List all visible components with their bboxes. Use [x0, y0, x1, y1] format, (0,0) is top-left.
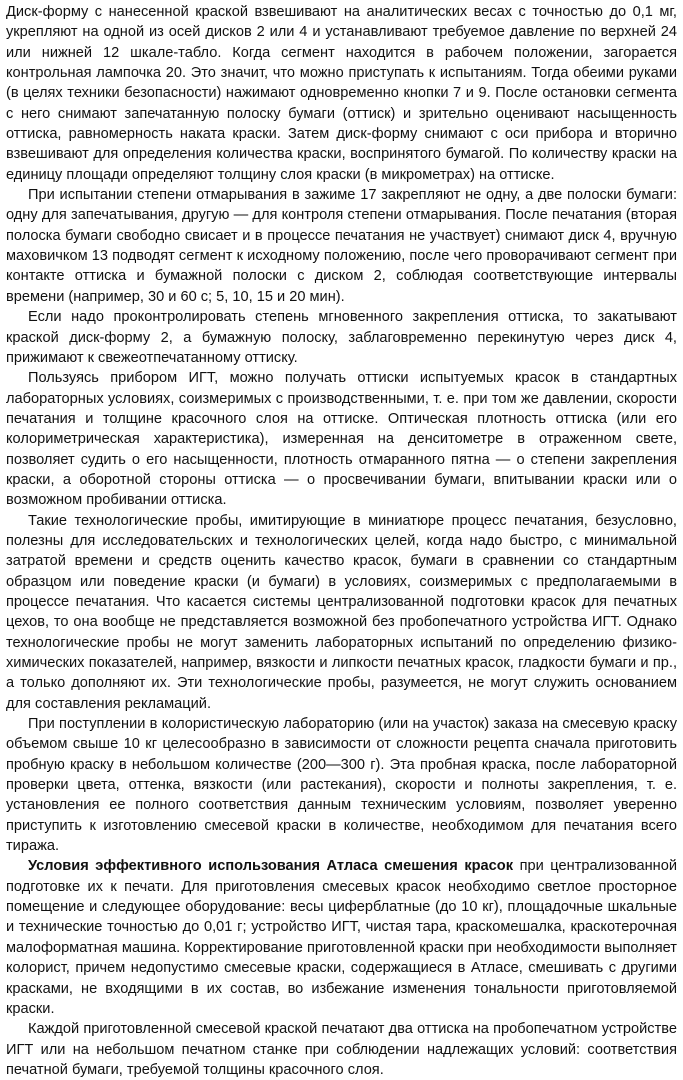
paragraph-text: Каждой приготовленной смесевой краской печатают два оттиска на пробопечатном устройстве ИГТ или на небольшом печатном станке при соблюдении надлежащих условий: соответствия печатной бумаги, требуемой толщины красочного слоя.: [6, 1021, 677, 1078]
section-heading: Условия эффективного использования Атласа смешения красок: [28, 858, 514, 875]
paragraph-text: Такие технологические пробы, имитирующие в миниатюре процесс печатания, безусловно, полезны для исследовательских и технологических целей, когда надо быстро, с минимальной затратой времени и средств оценить качество красок, бумаги в сравнении со стандартным образцом или поведение краски (и бумаги) в условиях, соизмеримых с предполагаемыми в процессе печатания. Что касается системы централизованной подготовки красок для печатных цехов, то она вообще не представляется возможной без пробопечатного устройства ИГТ. Однако технологические пробы не могут заменить лабораторных испытаний по определению физико-химических показателей, например, вязкости и липкости печатных красок, гладкости бумаги и пр., а только дополняют их. Эти технологические пробы, разумеется, не могут служить основанием для составления рекламаций.: [6, 512, 677, 712]
paragraph-5: [6, 511, 677, 714]
paragraph-text: при централизованной подготовке их к печати. Для приготовления смесевых красок необходимо светлое просторное помещение и следующее оборудование: весы циферблатные (до 10 кг), площадочные шкальные и технические точностью до 0,01 г; устройство ИГТ, чистая тара, краскомешалка, краскотерочная малоформатная машина. Корректирование приготовленной краски при необходимости выполняет колорист, причем недопустимо смесевые краски, содержащиеся в Атласе, смешивать с другими красками, не входящими в их состав, во избежание изменения тональности приготовляемой краски.: [6, 858, 677, 1017]
paragraph-6: [6, 714, 677, 856]
paragraph-text: Пользуясь прибором ИГТ, можно получать оттиски испытуемых красок в стандартных лабораторных условиях, соизмеримых с производственными, т. е. при том же давлении, скорости печатания и толщине красочного слоя на оттиске. Оптическая плотность оттиска (или его колориметрическая характеристика), измеренная на денситометре в отраженном свете, позволяет судить о его насыщенности, плотность отмаранного пятна — о степени закрепления краски, а оборотной стороны оттиска — о просвечивании бумаги, впитывании краски или о возможном пробивании оттиска.: [6, 370, 677, 509]
document-page: [6, 0, 677, 1080]
paragraph-text: При испытании степени отмарывания в зажиме 17 закрепляют не одну, а две полоски бумаги: одну для запечатывания, другую — для контроля степени отмарывания. После печатания (вторая полоска бумаги свободно свисает и в процессе печатания не участвует) снимают диск 4, вручную маховичком 13 подводят сегмент к исходному положению, после чего проворачивают сегмент при контакте оттиска и бумажной полоски с диском 2, соблюдая соответствующие интервалы времени (например, 30 и 60 с; 5, 10, 15 и 20 мин).: [6, 187, 677, 305]
paragraph-7: [6, 856, 677, 1019]
paragraph-8: [6, 1019, 677, 1080]
paragraph-text: Если надо проконтролировать степень мгновенного закрепления оттиска, то закатывают краской диск-форму 2, а бумажную полоску, заблаговременно перекинутую через диск 4, прижимают к свежеотпечатанному оттиску.: [6, 309, 677, 366]
paragraph-text: При поступлении в колористическую лабораторию (или на участок) заказа на смесевую краску объемом свыше 10 кг целесообразно в зависимости от сложности рецепта сначала приготовить пробную краску в небольшом количестве (200—300 г). Эта пробная краска, после лабораторной проверки цвета, оттенка, вязкости (или растекания), скорости и полноты закрепления, т. е. установления ее полного соответствия данным техническим условиям, позволяет уверенно приступить к изготовлению смесевой краски в количестве, необходимом для печатания всего тиража.: [6, 716, 677, 855]
paragraph-1: [6, 2, 677, 185]
paragraph-text: Диск-форму с нанесенной краской взвешивают на аналитических весах с точностью до 0,1 мг, укрепляют на одной из осей дисков 2 или 4 и устанавливают требуемое давление по верхней 24 или нижней 12 шкале-табло. Когда сегмент находится в рабочем положении, загорается контрольная лампочка 20. Это значит, что можно приступать к испытаниям. Тогда обеими руками (в целях техники безопасности) нажимают одновременно кнопки 7 и 9. После остановки сегмента с него снимают запечатанную полоску бумаги (оттиск) и зрительно оценивают насыщенность оттиска, равномерность наката краски. Затем диск-форму снимают с оси прибора и вторично взвешивают для определения количества краски, воспринятого бумагой. По количеству краски на единицу площади определяют толщину слоя краски (в микрометрах) на оттиске.: [6, 4, 677, 183]
paragraph-2: [6, 185, 677, 307]
paragraph-3: [6, 307, 677, 368]
paragraph-4: [6, 368, 677, 510]
